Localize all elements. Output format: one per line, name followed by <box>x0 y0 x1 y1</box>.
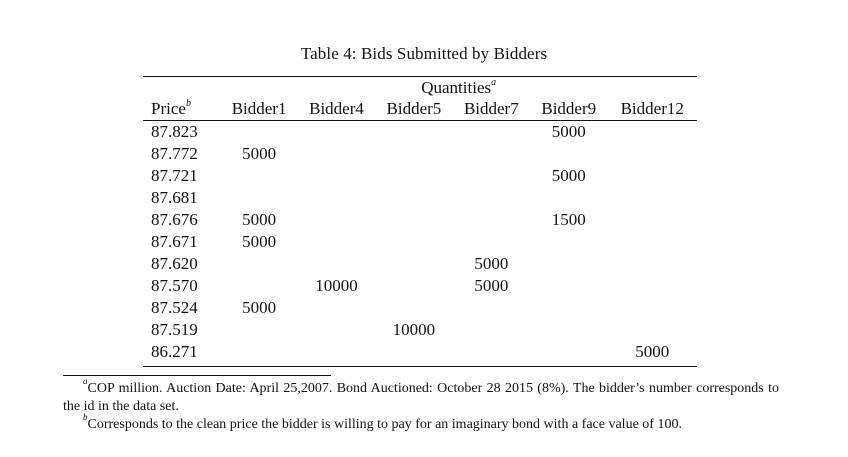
quantity-cell <box>530 187 607 209</box>
table-row <box>143 231 697 253</box>
quantity-cell <box>530 319 607 341</box>
quantity-cell: 5000 <box>607 341 697 367</box>
quantity-cell <box>375 165 452 187</box>
quantity-cell <box>607 143 697 165</box>
footnote <box>63 376 779 416</box>
quantity-cell <box>607 165 697 187</box>
quantity-cell <box>453 319 530 341</box>
quantity-cell <box>220 165 297 187</box>
quantity-cell <box>298 319 375 341</box>
price-header-label: Price <box>151 99 186 118</box>
table-row <box>143 121 697 144</box>
quantity-cell <box>220 341 297 367</box>
group-header-spacer <box>143 77 220 99</box>
footnote-mark: a <box>83 376 88 387</box>
group-header-label: Quantities <box>421 78 492 97</box>
table-row <box>143 275 697 297</box>
bids-table-container <box>143 76 697 367</box>
footnote-text: Corresponds to the clean price the bidder is willing to pay for an imaginary bond with a face value of 100. <box>87 417 682 432</box>
table-row <box>143 341 697 367</box>
bidder-column-header: Bidder1 <box>220 98 297 121</box>
quantity-cell <box>220 319 297 341</box>
quantity-cell <box>298 209 375 231</box>
bids-table <box>143 76 697 367</box>
price-cell: 86.271 <box>143 341 220 367</box>
quantity-cell <box>453 209 530 231</box>
quantity-cell <box>220 253 297 275</box>
table-body <box>143 121 697 367</box>
table-row <box>143 209 697 231</box>
quantity-cell: 10000 <box>392 320 436 339</box>
table-row <box>143 187 697 209</box>
price-cell: 87.823 <box>151 122 198 141</box>
quantity-cell <box>375 143 452 165</box>
price-cell: 87.620 <box>151 254 198 273</box>
quantity-cell: 5000 <box>242 144 277 163</box>
group-header-row <box>143 77 697 99</box>
quantity-cell <box>607 297 697 319</box>
bidder-column-header: Bidder7 <box>453 98 530 121</box>
table-header <box>143 77 697 121</box>
quantity-cell <box>530 143 607 165</box>
quantity-cell: 5000 <box>474 254 509 273</box>
quantity-cell <box>298 121 375 144</box>
quantity-cell: 10000 <box>315 276 358 295</box>
quantity-cell <box>607 209 697 231</box>
quantity-cell <box>220 121 297 144</box>
quantity-cell <box>530 253 607 275</box>
price-cell: 87.676 <box>151 210 198 229</box>
quantity-cell <box>375 297 452 319</box>
quantity-cell <box>453 165 530 187</box>
bidder-column-header: Bidder12 <box>607 98 697 121</box>
quantity-cell <box>607 231 697 253</box>
quantity-cell <box>375 275 452 297</box>
quantity-cell <box>453 143 530 165</box>
bidder-column-header: Bidder4 <box>298 98 375 121</box>
group-header-footnote-mark: a <box>491 77 497 89</box>
bidder-column-header: Bidder9 <box>530 98 607 121</box>
quantity-cell <box>298 341 375 367</box>
quantity-cell <box>530 341 607 367</box>
footnote <box>63 412 779 434</box>
quantity-cell <box>453 341 530 367</box>
quantity-cell <box>375 231 452 253</box>
quantity-cell: 5000 <box>551 122 586 141</box>
price-cell: 87.681 <box>151 188 198 207</box>
footnotes <box>63 376 779 434</box>
price-cell: 87.721 <box>151 166 198 185</box>
quantity-cell: 5000 <box>242 210 277 229</box>
quantity-cell <box>607 319 697 341</box>
price-cell: 87.671 <box>151 232 198 251</box>
column-header-row <box>143 98 697 121</box>
price-cell: 87.519 <box>151 320 198 339</box>
quantity-cell: 1500 <box>551 210 586 229</box>
quantity-cell <box>453 121 530 144</box>
quantity-cell <box>453 231 530 253</box>
price-cell: 87.524 <box>151 298 198 317</box>
table-row <box>143 297 697 319</box>
quantity-cell <box>453 297 530 319</box>
quantity-cell <box>530 275 607 297</box>
bidder-column-header: Bidder5 <box>375 98 452 121</box>
quantity-cell <box>607 253 697 275</box>
quantity-cell <box>298 187 375 209</box>
quantity-cell <box>375 253 452 275</box>
quantity-cell <box>298 297 375 319</box>
group-header-quantities <box>220 77 697 99</box>
quantity-cell <box>298 165 375 187</box>
quantity-cell <box>220 275 297 297</box>
footnote-rule <box>63 375 331 376</box>
table-row <box>143 165 697 187</box>
quantity-cell <box>607 275 697 297</box>
quantity-cell <box>607 121 697 144</box>
quantity-cell <box>375 121 452 144</box>
price-cell: 87.772 <box>151 144 198 163</box>
quantity-cell <box>530 231 607 253</box>
table-row <box>143 253 697 275</box>
quantity-cell <box>607 187 697 209</box>
quantity-cell <box>220 187 297 209</box>
table-row <box>143 143 697 165</box>
quantity-cell: 5000 <box>242 298 277 317</box>
quantity-cell: 5000 <box>242 232 277 251</box>
quantity-cell <box>375 187 452 209</box>
price-column-header <box>143 98 220 121</box>
footnote-text: COP million. Auction Date: April 25,2007. Bond Auctioned: October 28 2015 (8%). The bidder’s number corresponds to the id in the data set. <box>63 381 779 414</box>
price-cell: 87.570 <box>151 276 198 295</box>
price-header-footnote-mark: b <box>185 98 191 110</box>
quantity-cell <box>375 209 452 231</box>
quantity-cell: 5000 <box>551 166 586 185</box>
quantity-cell <box>298 253 375 275</box>
quantity-cell <box>530 297 607 319</box>
table-caption: Table 4: Bids Submitted by Bidders <box>300 44 548 63</box>
footnote-mark: b <box>83 412 88 423</box>
table-row <box>143 319 697 341</box>
quantity-cell <box>298 231 375 253</box>
quantity-cell <box>375 341 452 367</box>
quantity-cell: 5000 <box>474 276 509 295</box>
quantity-cell <box>453 187 530 209</box>
quantity-cell <box>298 143 375 165</box>
